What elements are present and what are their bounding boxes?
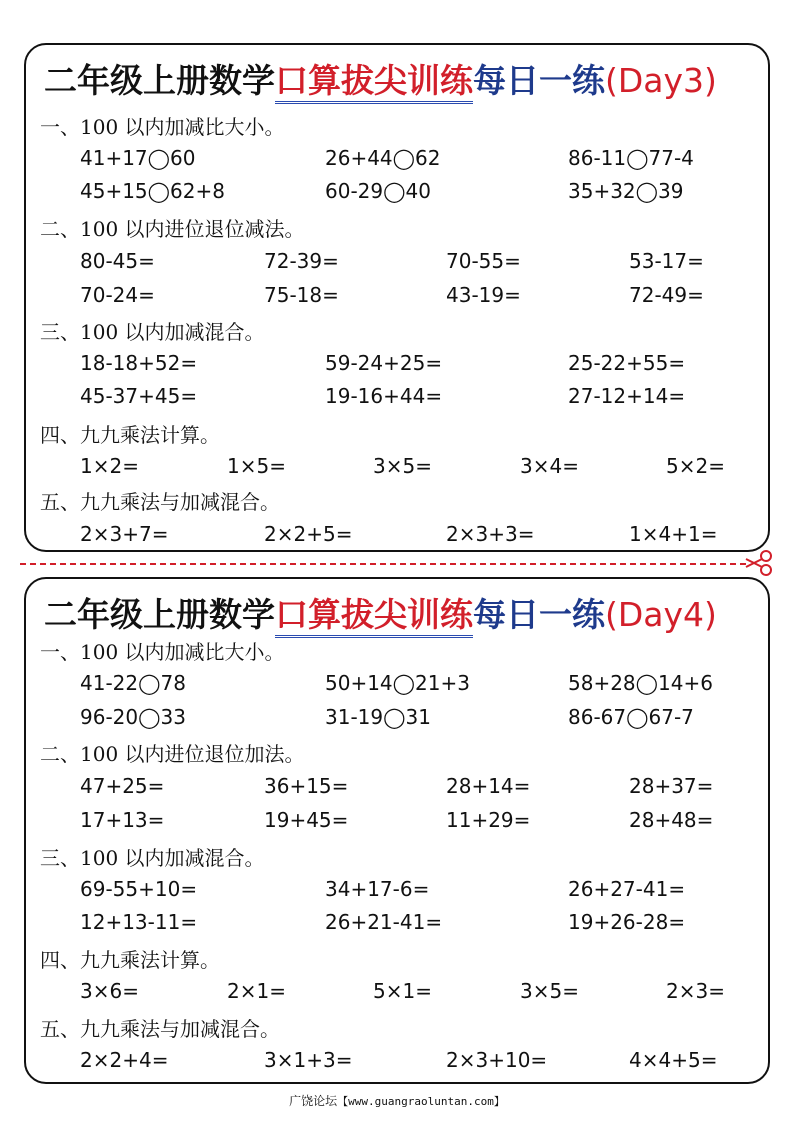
mixed-problem: 45-37+45= — [80, 384, 198, 408]
multiplication-problem: 1×2= — [80, 454, 139, 478]
section-heading: 二、100 以内进位退位减法。 — [40, 217, 305, 241]
section-heading: 一、100 以内加减比大小。 — [40, 640, 285, 664]
addition-problem: 17+13= — [80, 808, 165, 832]
addition-problem: 36+15= — [264, 774, 349, 798]
footer-site-name: 广饶论坛 — [289, 1094, 338, 1108]
multiplication-problem: 2×1= — [227, 979, 286, 1003]
mixed-problem: 18-18+52= — [80, 351, 198, 375]
multiplication-problem: 5×1= — [373, 979, 432, 1003]
subtraction-problem: 72-49= — [629, 283, 704, 307]
compare-problem: 41-22◯78 — [80, 671, 186, 695]
cut-line — [20, 563, 746, 565]
addition-problem: 47+25= — [80, 774, 165, 798]
mixed-multiplication-problem: 2×2+4= — [80, 1048, 169, 1072]
compare-problem: 26+44◯62 — [325, 146, 441, 170]
compare-problem: 35+32◯39 — [568, 179, 684, 203]
addition-problem: 19+45= — [264, 808, 349, 832]
compare-problem: 58+28◯14+6 — [568, 671, 713, 695]
section-heading: 四、九九乘法计算。 — [40, 423, 220, 447]
mixed-problem: 27-12+14= — [568, 384, 686, 408]
compare-problem: 41+17◯60 — [80, 146, 196, 170]
subtraction-problem: 70-55= — [446, 249, 521, 273]
mixed-problem: 26+27-41= — [568, 877, 686, 901]
subtraction-problem: 75-18= — [264, 283, 339, 307]
multiplication-problem: 3×4= — [520, 454, 579, 478]
mixed-problem: 25-22+55= — [568, 351, 686, 375]
compare-problem: 60-29◯40 — [325, 179, 431, 203]
addition-problem: 28+48= — [629, 808, 714, 832]
subtraction-problem: 80-45= — [80, 249, 155, 273]
section-heading: 四、九九乘法计算。 — [40, 948, 220, 972]
section-heading: 五、九九乘法与加减混合。 — [40, 1017, 280, 1041]
subtraction-problem: 72-39= — [264, 249, 339, 273]
mixed-problem: 34+17-6= — [325, 877, 430, 901]
mixed-multiplication-problem: 1×4+1= — [629, 522, 718, 546]
addition-problem: 28+14= — [446, 774, 531, 798]
multiplication-problem: 3×6= — [80, 979, 139, 1003]
multiplication-problem: 3×5= — [373, 454, 432, 478]
compare-problem: 86-67◯67-7 — [568, 705, 694, 729]
mixed-problem: 69-55+10= — [80, 877, 198, 901]
mixed-multiplication-problem: 2×3+10= — [446, 1048, 548, 1072]
addition-problem: 28+37= — [629, 774, 714, 798]
addition-problem: 11+29= — [446, 808, 531, 832]
worksheet-title: 二年级上册数学口算拔尖训练每日一练(Day4) — [44, 588, 754, 642]
mixed-multiplication-problem: 4×4+5= — [629, 1048, 718, 1072]
compare-problem: 50+14◯21+3 — [325, 671, 470, 695]
mixed-multiplication-problem: 2×3+7= — [80, 522, 169, 546]
mixed-multiplication-problem: 2×3+3= — [446, 522, 535, 546]
mixed-problem: 26+21-41= — [325, 910, 443, 934]
worksheet-day4 — [24, 577, 770, 1084]
compare-problem: 45+15◯62+8 — [80, 179, 225, 203]
multiplication-problem: 3×5= — [520, 979, 579, 1003]
compare-problem: 31-19◯31 — [325, 705, 431, 729]
multiplication-problem: 5×2= — [666, 454, 725, 478]
mixed-problem: 19-16+44= — [325, 384, 443, 408]
compare-problem: 86-11◯77-4 — [568, 146, 694, 170]
section-heading: 五、九九乘法与加减混合。 — [40, 490, 280, 514]
subtraction-problem: 53-17= — [629, 249, 704, 273]
worksheet-day3 — [24, 43, 770, 552]
mixed-multiplication-problem: 2×2+5= — [264, 522, 353, 546]
section-heading: 二、100 以内进位退位加法。 — [40, 742, 305, 766]
multiplication-problem: 1×5= — [227, 454, 286, 478]
subtraction-problem: 70-24= — [80, 283, 155, 307]
mixed-multiplication-problem: 3×1+3= — [264, 1048, 353, 1072]
section-heading: 三、100 以内加减混合。 — [40, 846, 265, 870]
compare-problem: 96-20◯33 — [80, 705, 186, 729]
mixed-problem: 19+26-28= — [568, 910, 686, 934]
footer-url[interactable]: 【www.guangraoluntan.com】 — [337, 1095, 505, 1108]
section-heading: 三、100 以内加减混合。 — [40, 320, 265, 344]
mixed-problem: 12+13-11= — [80, 910, 198, 934]
mixed-problem: 59-24+25= — [325, 351, 443, 375]
multiplication-problem: 2×3= — [666, 979, 725, 1003]
page-footer — [0, 1092, 794, 1109]
section-heading: 一、100 以内加减比大小。 — [40, 115, 285, 139]
worksheet-title: 二年级上册数学口算拔尖训练每日一练(Day3) — [44, 54, 754, 108]
scissors-icon — [744, 550, 774, 576]
subtraction-problem: 43-19= — [446, 283, 521, 307]
